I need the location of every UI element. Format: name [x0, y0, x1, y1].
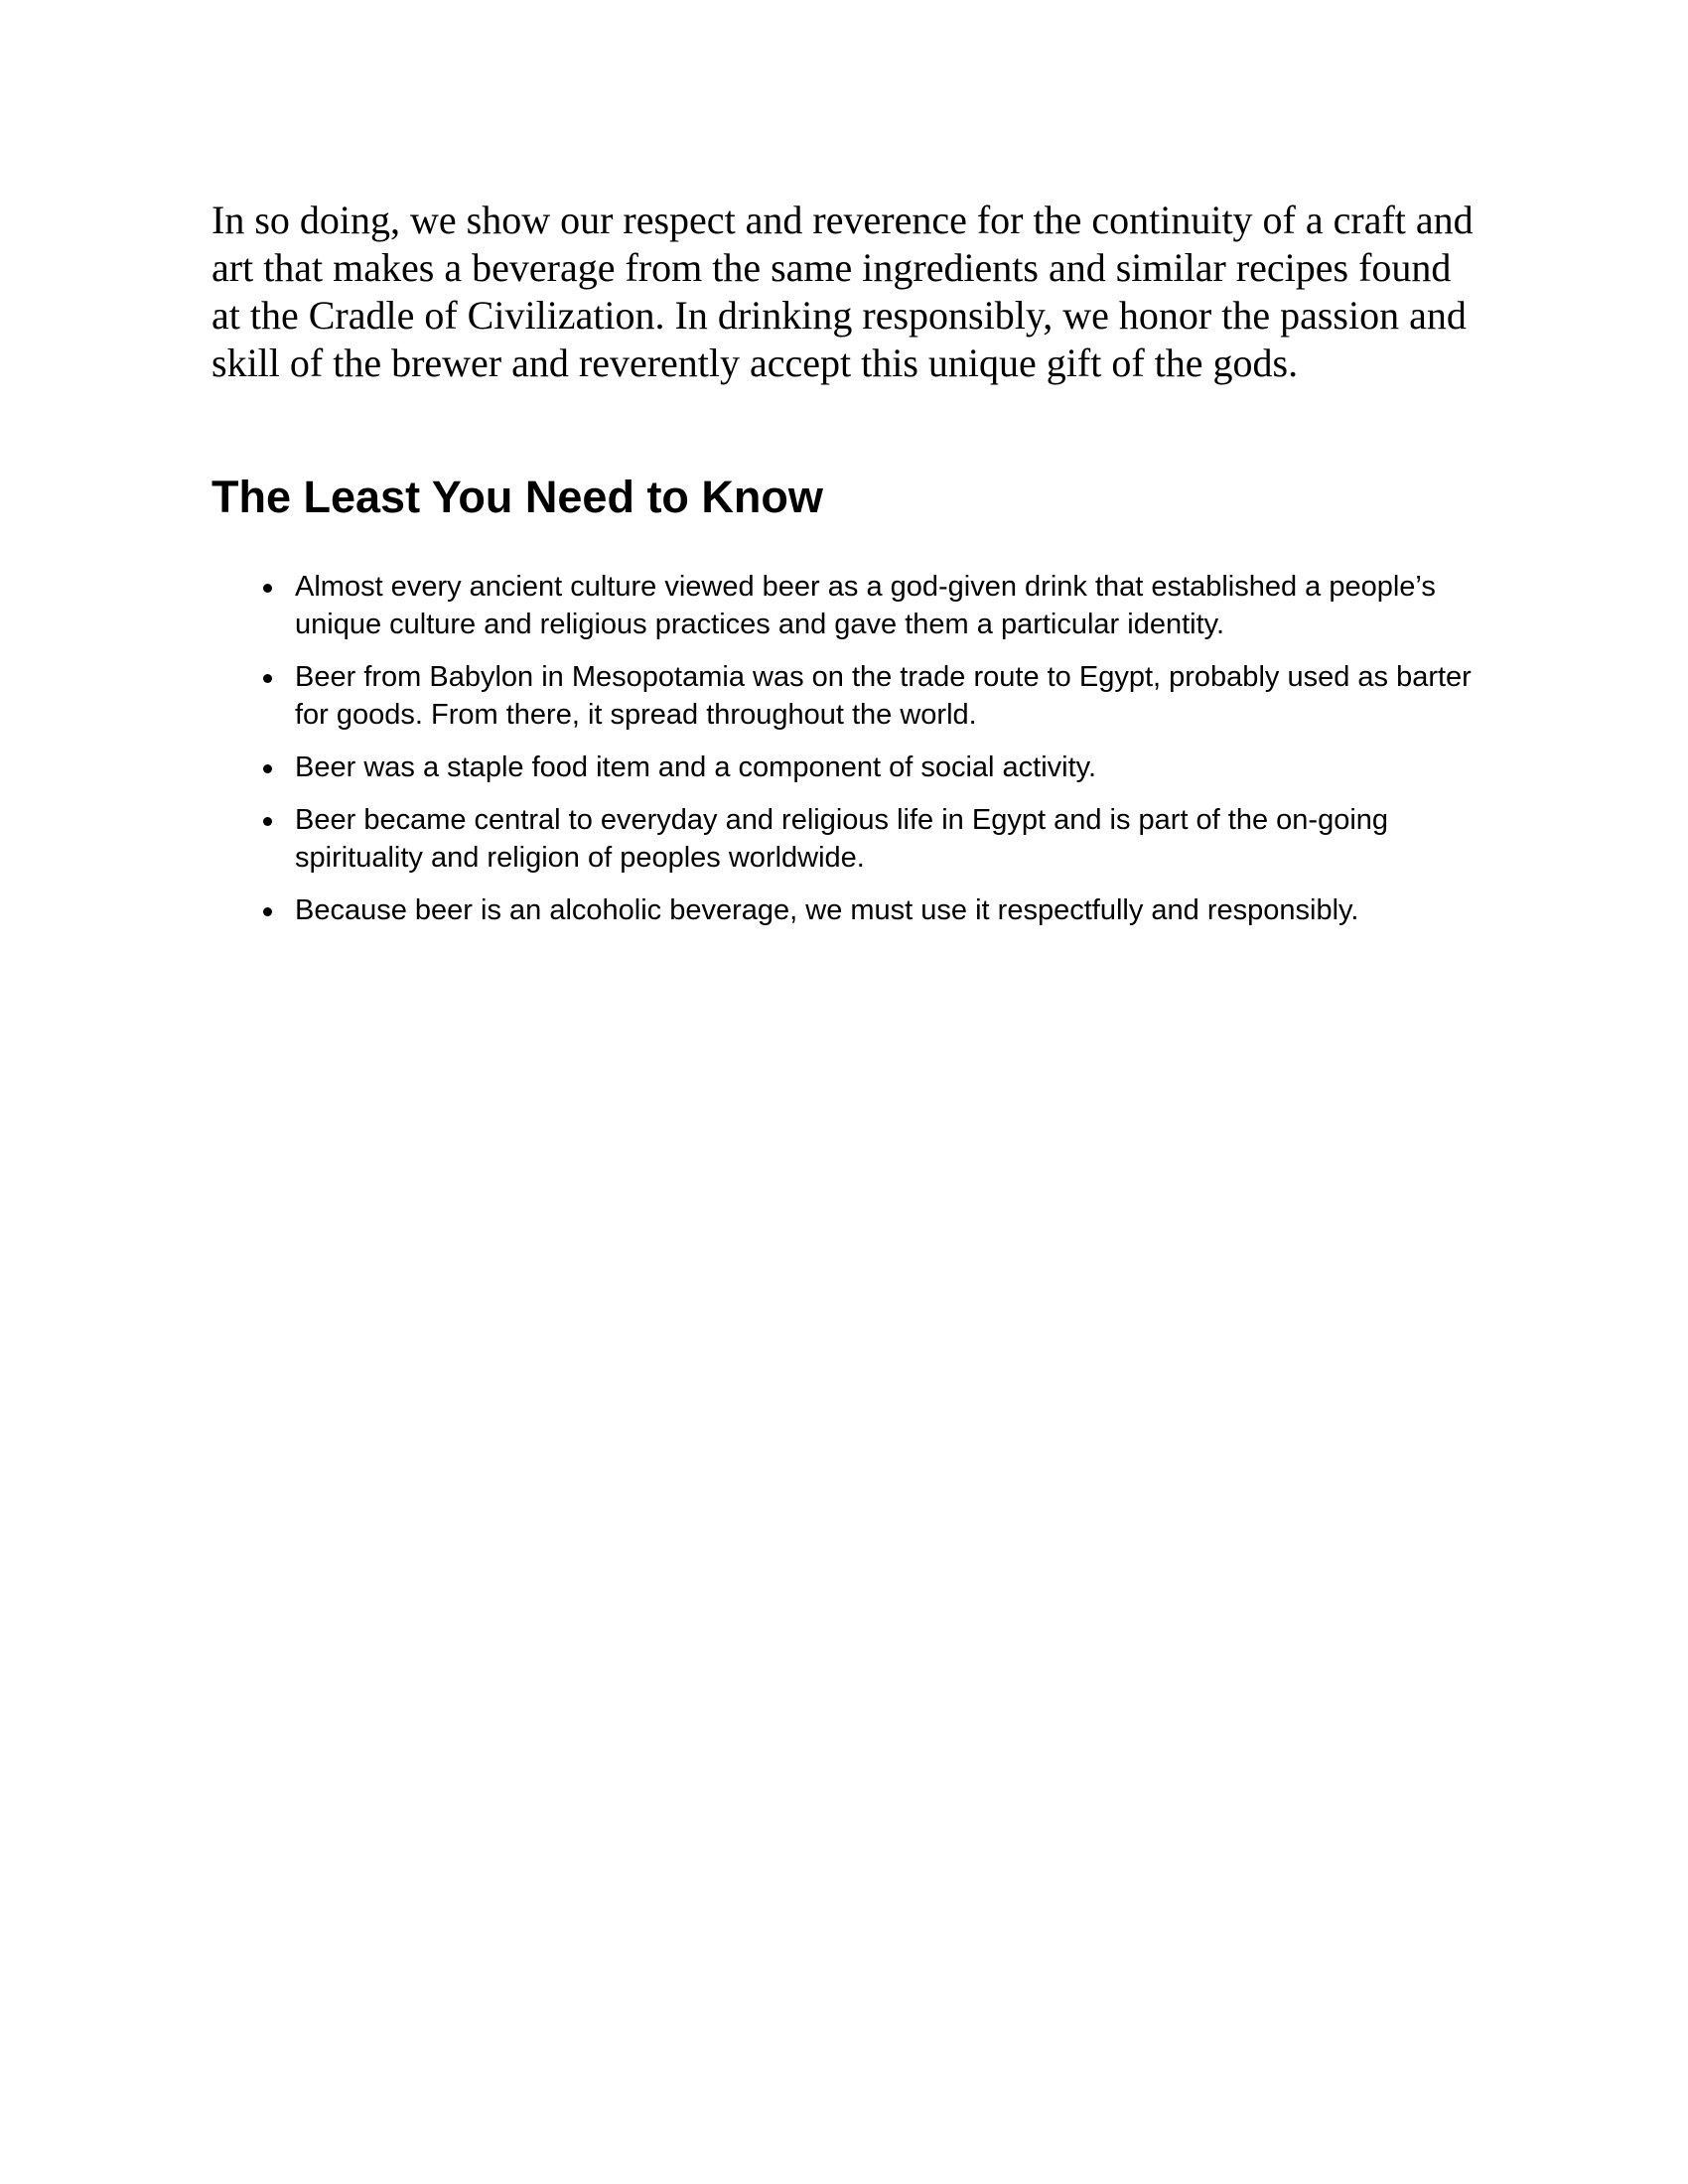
section-heading: The Least You Need to Know	[211, 472, 823, 522]
list-item	[211, 801, 1487, 877]
document-page	[211, 197, 1487, 944]
bullet-icon	[263, 817, 272, 826]
bullet-icon	[263, 584, 272, 593]
list-item-text: Beer from Babylon in Mesopotamia was on the trade route to Egypt, probably used as barter for goods. From there, it spread throughout the world.	[295, 661, 1472, 731]
bullet-icon	[263, 907, 272, 916]
bullet-icon	[263, 674, 272, 683]
summary-list	[211, 568, 1487, 929]
list-item	[211, 891, 1487, 929]
list-item	[211, 749, 1487, 786]
list-item	[211, 568, 1487, 643]
list-item	[211, 658, 1487, 734]
bullet-icon	[263, 764, 272, 773]
list-item-text: Almost every ancient culture viewed beer as a god-given drink that established a people’s unique culture and religious practices and gave them a particular identity.	[295, 571, 1436, 640]
list-item-text: Beer was a staple food item and a component of social activity.	[295, 751, 1097, 783]
list-item-text: Because beer is an alcoholic beverage, we must use it respectfully and responsibly.	[295, 894, 1359, 926]
intro-paragraph: In so doing, we show our respect and reverence for the continuity of a craft and art that makes a beverage from the same ingredients and similar recipes found at the Cradle of Civilization. In drinking responsibly, we honor the passion and skill of the brewer and reverently accept this unique gift of the gods.	[211, 198, 1474, 385]
list-item-text: Beer became central to everyday and religious life in Egypt and is part of the on-going spirituality and religion of peoples worldwide.	[295, 804, 1389, 874]
